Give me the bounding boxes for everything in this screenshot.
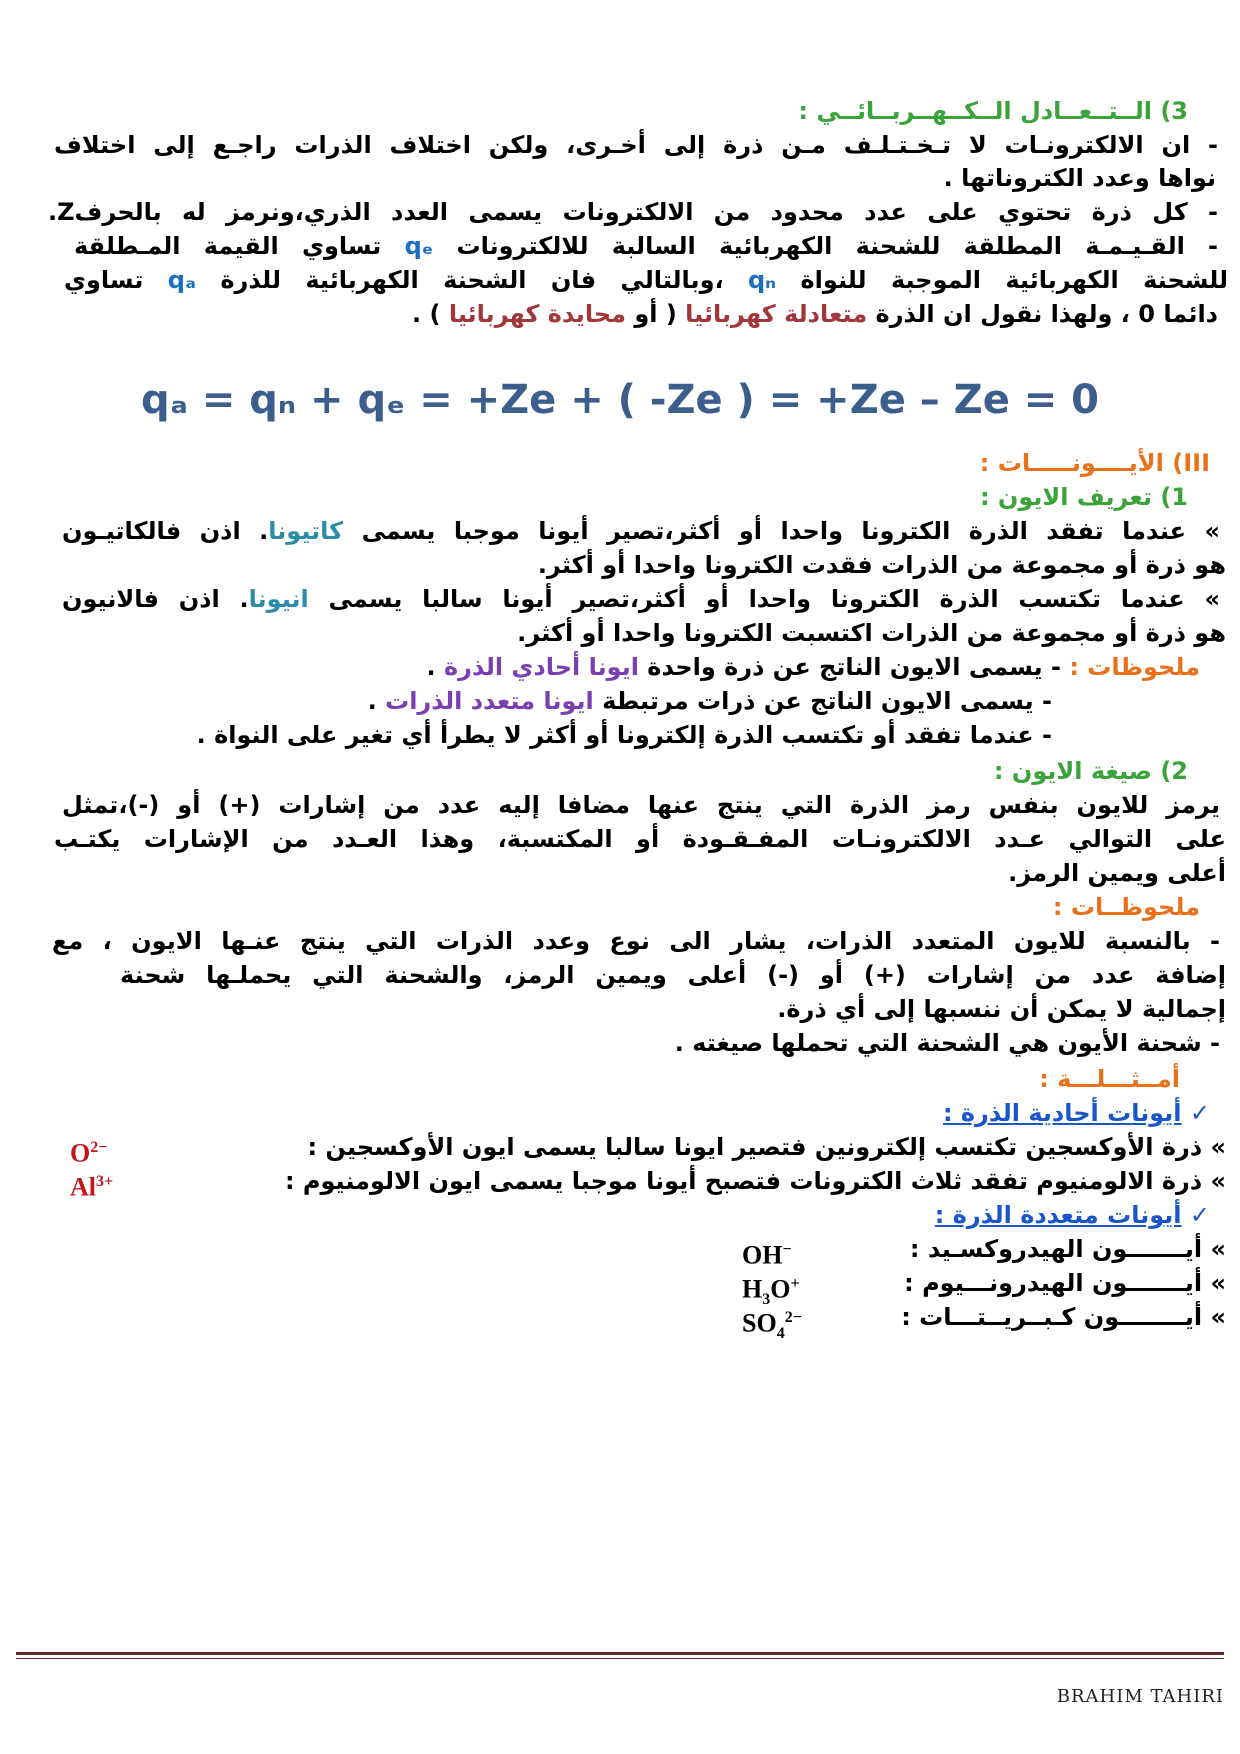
example-oxygen: » ذرة الأوكسجين تكتسب إلكترونين فتصير ايونا سالبا يسمى ايون الأوكسجين : — [307, 1133, 1226, 1161]
anion-term: انيونا — [248, 585, 309, 613]
example-hydroxide: » أيـــــــون الهيدروكسـيد : — [909, 1235, 1226, 1263]
qn-symbol: qₙ — [748, 266, 777, 294]
cation-line1: » عندما تفقد الذرة الكترونا واحدا أو أكثر،تصير أيونا موجبا يسمى كاتيونا. اذن فالكاتيـون — [62, 517, 1220, 545]
sectionIII-title: III) الأيــــونـــــات : — [979, 449, 1210, 477]
footer-author: BRAHIM TAHIRI — [1056, 1686, 1224, 1707]
sulfate-formula: $SO_4^{2-}$ — [742, 1308, 802, 1342]
qe-symbol: qₑ — [404, 232, 434, 260]
notes-label: ملحوظات : — [1069, 653, 1200, 681]
cation-term: كاتيونا — [268, 517, 344, 545]
footer-rule — [16, 1652, 1224, 1655]
paragraph1-line2: نواها وعدد الكتروناتها . — [943, 164, 1216, 192]
formula-line3: أعلى ويمين الرمز. — [1008, 859, 1226, 887]
oxygen-ion-formula: $O^{2-}$ — [70, 1138, 108, 1168]
anion-line1: » عندما تكتسب الذرة الكترونا واحدا أو أكثر،تصير أيونا سالبا يسمى انيونا. اذن فالانيون — [62, 585, 1220, 613]
polyatomic-heading — [54, 1198, 1210, 1232]
subsection2-title: 2) صيغة الايون : — [993, 757, 1188, 785]
polyatomic-title: أيونات متعددة الذرة : — [934, 1201, 1182, 1229]
monatomic-title: أيونات أحادية الذرة : — [942, 1099, 1182, 1127]
hydronium-formula: $H_3O^+$ — [742, 1274, 800, 1308]
monatomic-term: ايونا أحادي الذرة — [443, 653, 639, 681]
paragraph3-line3: دائما 0 ، ولهذا نقول ان الذرة متعادلة كهربائيا ( أو محايدة كهربائيا ) . — [412, 300, 1218, 328]
example-sulfate: » أيــــــــون كـبــريــتـــات : — [901, 1303, 1226, 1331]
subsection1-title: 1) تعريف الايون : — [979, 483, 1188, 511]
note1: ملحوظات : - يسمى الايون الناتج عن ذرة واحدة ايونا أحادي الذرة . — [426, 653, 1200, 681]
aluminium-ion-formula: $Al^{3+}$ — [70, 1172, 114, 1202]
check-icon: ✓ — [1189, 1201, 1210, 1229]
notes2-line4: - شحنة الأيون هي الشحنة التي تحملها صيغته . — [674, 1029, 1220, 1057]
notes2-line3: إجمالية لا يمكن أن ننسبها إلى أي ذرة. — [777, 995, 1226, 1023]
paragraph3-line2: للشحنة الكهربائية الموجبة للنواة qₙ ،وبالتالي فان الشحنة الكهربائية للذرة qₐ تساوي — [64, 266, 1228, 294]
cation-line2: هو ذرة أو مجموعة من الذرات فقدت الكترونا واحدا أو أكثر. — [537, 551, 1226, 579]
anion-line2: هو ذرة أو مجموعة من الذرات اكتسبت الكترونا واحدا أو أكثر. — [517, 619, 1226, 647]
note2: - يسمى الايون الناتج عن ذرات مرتبطة ايونا متعدد الذرات . — [367, 687, 1052, 715]
neutral-term-2: محايدة كهربائيا — [448, 300, 626, 328]
footer-rule-thin — [16, 1658, 1224, 1659]
check-icon: ✓ — [1189, 1099, 1210, 1127]
example-aluminium: » ذرة الالومنيوم تفقد ثلاث الكترونات فتصبح أيونا موجبا يسمى ايون الالومنيوم : — [284, 1167, 1226, 1195]
qa-symbol: qₐ — [167, 266, 196, 294]
section3-title: 3) الــتــعــادل الــكــهــربــائــي : — [798, 97, 1188, 125]
paragraph2: - كل ذرة تحتوي على عدد محدود من الالكترونات يسمى العدد الذري،ونرمز له بالحرفZ. — [48, 198, 1218, 226]
example-hydronium: » أيـــــــون الهيدرونـــيوم : — [904, 1269, 1226, 1297]
monatomic-heading — [54, 1096, 1210, 1130]
note3: - عندما تفقد أو تكتسب الذرة إلكترونا أو أكثر لا يطرأ أي تغير على النواة . — [196, 721, 1052, 749]
examples-label: أمــثـــلـــة : — [1039, 1065, 1180, 1093]
charge-equation: qₐ = qₙ + qₑ = +Ze + ( -Ze ) = +Ze – Ze = 0 — [140, 377, 1100, 423]
hydroxide-formula: OH− — [742, 1240, 792, 1270]
polyatomic-term: ايونا متعدد الذرات — [385, 687, 594, 715]
formula-line1: يرمز للايون بنفس رمز الذرة التي ينتج عنها مضافا إليه عدد من إشارات (+) أو (-)،تمثل — [62, 791, 1220, 819]
neutral-term: متعادلة كهربائيا — [685, 300, 868, 328]
notes2-label: ملحوظــات : — [1052, 893, 1200, 921]
notes2-line2: إضافة عدد من إشارات (+) أو (-) أعلى ويمين الرمز، والشحنة التي يحملـها شحنة — [120, 961, 1226, 989]
paragraph3-line1: - القـيـمـة المطلقة للشحنة الكهربائية السالبة للالكترونات qₑ تساوي القيمة المـطلقة — [74, 232, 1218, 260]
notes2-line1: - بالنسبة للايون المتعدد الذرات، يشار الى نوع وعدد الذرات التي ينتج عنـها الايون ، مع — [52, 927, 1220, 955]
formula-line2: على التوالي عـدد الالكترونـات المفـقـودة أو المكتسبة، وهذا العـدد من الإشارات يكتـب — [54, 825, 1226, 853]
paragraph1-line1: - ان الالكترونـات لا تـخـتـلـف مـن ذرة إلى أخـرى، ولكن اختلاف الذرات راجـع إلى اختلاف — [54, 131, 1218, 159]
